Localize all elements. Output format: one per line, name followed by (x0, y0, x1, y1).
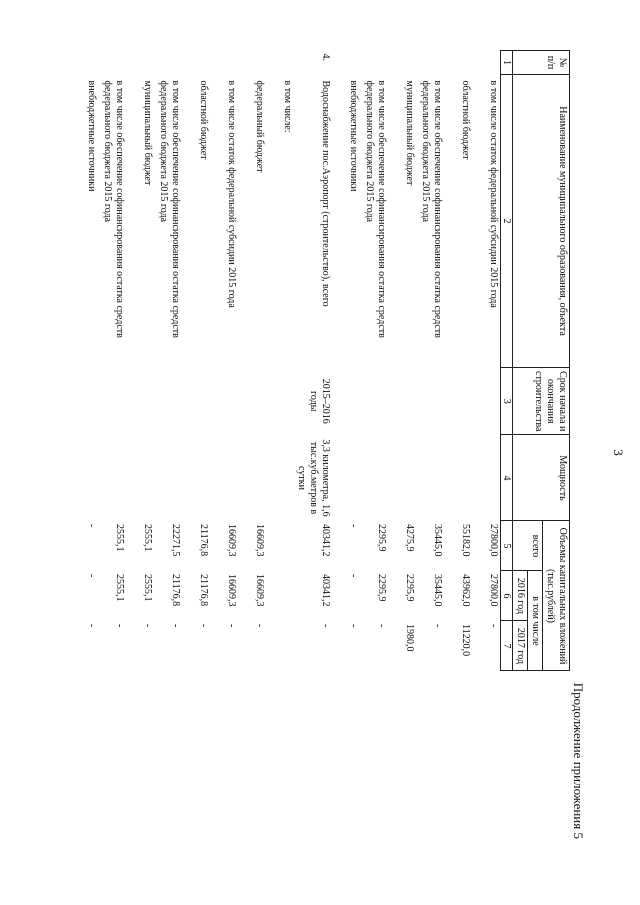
row-name: областной бюджет (460, 80, 471, 160)
row-2016: 27800,0 (488, 573, 499, 607)
row-total: - (86, 523, 97, 528)
column-number: 4 (501, 435, 513, 521)
header-number: № п/п (513, 51, 570, 75)
row-total: 22271,5 (170, 523, 181, 557)
row-2016: 21176,8 (170, 573, 181, 607)
row-total: 16609,3 (254, 523, 265, 557)
row-name: в том числе: (282, 80, 293, 133)
row-number (388, 51, 416, 75)
table-row (332, 51, 360, 671)
column-number: 1 (501, 51, 513, 75)
page-number: 3 (611, 449, 626, 456)
row-capacity (360, 435, 388, 521)
row-number (332, 51, 360, 75)
row-number (238, 51, 266, 75)
row-number (126, 51, 154, 75)
row-total: 40341,2 (320, 523, 331, 557)
table-row (98, 51, 126, 671)
row-name: в том числе остаток федеральной субсидии 2015 года (226, 80, 237, 308)
table-row (294, 51, 332, 671)
row-capacity (472, 435, 501, 521)
row-2017: 1980,0 (404, 623, 415, 652)
header-including: в том числе (528, 571, 543, 671)
table-row (154, 51, 182, 671)
row-term: 2015–2016 годы (308, 378, 331, 424)
row-total: 21176,8 (198, 523, 209, 557)
row-2016 (266, 571, 294, 621)
row-2017: - (432, 623, 443, 628)
column-number: 5 (501, 521, 513, 571)
row-term (360, 368, 388, 435)
row-term (388, 368, 416, 435)
table-row (182, 51, 210, 671)
row-number (416, 51, 444, 75)
row-2016: 35445,0 (432, 573, 443, 607)
row-capacity: 3,3 километра, 1,6 тыс.куб.метров в сутки (296, 439, 331, 517)
row-capacity (126, 435, 154, 521)
row-capacity (332, 435, 360, 521)
row-2017 (266, 621, 294, 671)
header-term: Срок начала и окончания строительства (513, 368, 570, 435)
row-2016: - (86, 573, 97, 578)
column-number: 3 (501, 368, 513, 435)
row-2017: - (198, 623, 209, 628)
column-number: 7 (501, 621, 513, 671)
row-2016: 43962,0 (460, 573, 471, 607)
row-2016: 16609,3 (226, 573, 237, 607)
row-2016: 2295,9 (404, 573, 415, 602)
row-term (126, 368, 154, 435)
header-investment-group: Объемы капитальных вложений (тыс.рублей) (543, 521, 570, 671)
row-term (154, 368, 182, 435)
row-total (266, 521, 294, 571)
row-number (154, 51, 182, 75)
row-term (182, 368, 210, 435)
row-2016: 40341,2 (320, 573, 331, 607)
row-2016: 2555,1 (114, 573, 125, 602)
row-2017: 11220,0 (460, 623, 471, 657)
row-number (472, 51, 501, 75)
row-total: - (348, 523, 359, 528)
table-row (388, 51, 416, 671)
row-number: 4. (320, 53, 331, 61)
row-total: 4275,9 (404, 523, 415, 552)
header-capacity: Мощность (513, 435, 570, 521)
row-name: областной бюджет (198, 80, 209, 160)
row-term (332, 368, 360, 435)
row-2017: - (142, 623, 153, 628)
row-2017: - (170, 623, 181, 628)
row-term (210, 368, 238, 435)
row-name: внебюджетные источники (86, 80, 97, 192)
row-total: 2555,1 (142, 523, 153, 552)
row-2017: - (226, 623, 237, 628)
row-2016: 16609,3 (254, 573, 265, 607)
row-2016: - (348, 573, 359, 578)
column-number: 6 (501, 571, 513, 621)
table-row (126, 51, 154, 671)
row-2016: 21176,8 (198, 573, 209, 607)
row-total: 55182,0 (460, 523, 471, 557)
row-name: внебюджетные источники (348, 80, 359, 192)
table-row (360, 51, 388, 671)
row-2016: 2295,9 (376, 573, 387, 602)
table-row (416, 51, 444, 671)
table-row (210, 51, 238, 671)
row-total: 2295,9 (376, 523, 387, 552)
header-2017: 2017 год (513, 621, 528, 671)
header-2016: 2016 год (513, 571, 528, 621)
capital-investment-table (70, 50, 570, 671)
table-row (238, 51, 266, 671)
row-term (266, 368, 294, 435)
row-total: 35445,0 (432, 523, 443, 557)
continuation-label: Продолжение приложения 5 (571, 682, 586, 839)
row-capacity (182, 435, 210, 521)
table-row (444, 51, 472, 671)
row-term (98, 368, 126, 435)
row-number (266, 51, 294, 75)
row-capacity (238, 435, 266, 521)
row-term (472, 368, 501, 435)
row-name: Водоснабжение пос.Аэропорт (строительство), всего (320, 80, 331, 307)
row-total: 2555,1 (114, 523, 125, 552)
row-number (98, 51, 126, 75)
row-term (444, 368, 472, 435)
row-capacity (98, 435, 126, 521)
row-capacity (266, 435, 294, 521)
row-2017: - (320, 623, 331, 628)
row-name: муниципальный бюджет (142, 80, 153, 186)
row-capacity (154, 435, 182, 521)
table-header (501, 51, 570, 671)
header-name: Наименование муниципального образования, объекта (513, 75, 570, 368)
row-name: федеральный бюджет (254, 80, 265, 173)
row-total: 16609,3 (226, 523, 237, 557)
row-2017: - (376, 623, 387, 628)
column-number: 2 (501, 75, 513, 368)
row-name: муниципальный бюджет (404, 80, 415, 186)
row-2016: 2555,1 (142, 573, 153, 602)
row-2017: - (488, 623, 499, 628)
row-capacity (70, 435, 98, 521)
row-number (210, 51, 238, 75)
row-name: в том числе остаток федеральной субсидии 2015 года (488, 80, 499, 308)
row-capacity (416, 435, 444, 521)
header-column-numbers (501, 51, 513, 671)
row-total: 27800,0 (488, 523, 499, 557)
table-row (266, 51, 294, 671)
row-number (360, 51, 388, 75)
table-body (70, 51, 501, 671)
row-capacity (210, 435, 238, 521)
row-2017: - (254, 623, 265, 628)
header-total: всего (513, 521, 543, 571)
row-name: в том числе обеспечение софинансирования остатка средств федерального бюджета 2015 года (364, 80, 387, 338)
row-capacity (444, 435, 472, 521)
row-capacity (388, 435, 416, 521)
row-name: в том числе обеспечение софинансирования остатка средств федерального бюджета 2015 года (102, 80, 125, 338)
row-number (444, 51, 472, 75)
row-name: в том числе обеспечение софинансирования остатка средств федерального бюджета 2015 года (420, 80, 443, 338)
row-number (70, 51, 98, 75)
row-2017: - (348, 623, 359, 628)
row-term (416, 368, 444, 435)
row-number (182, 51, 210, 75)
row-name: в том числе обеспечение софинансирования остатка средств федерального бюджета 2015 года (158, 80, 181, 338)
row-2017: - (86, 623, 97, 628)
table-row (472, 51, 501, 671)
row-term (70, 368, 98, 435)
row-2017: - (114, 623, 125, 628)
table-row (70, 51, 98, 671)
row-term (238, 368, 266, 435)
